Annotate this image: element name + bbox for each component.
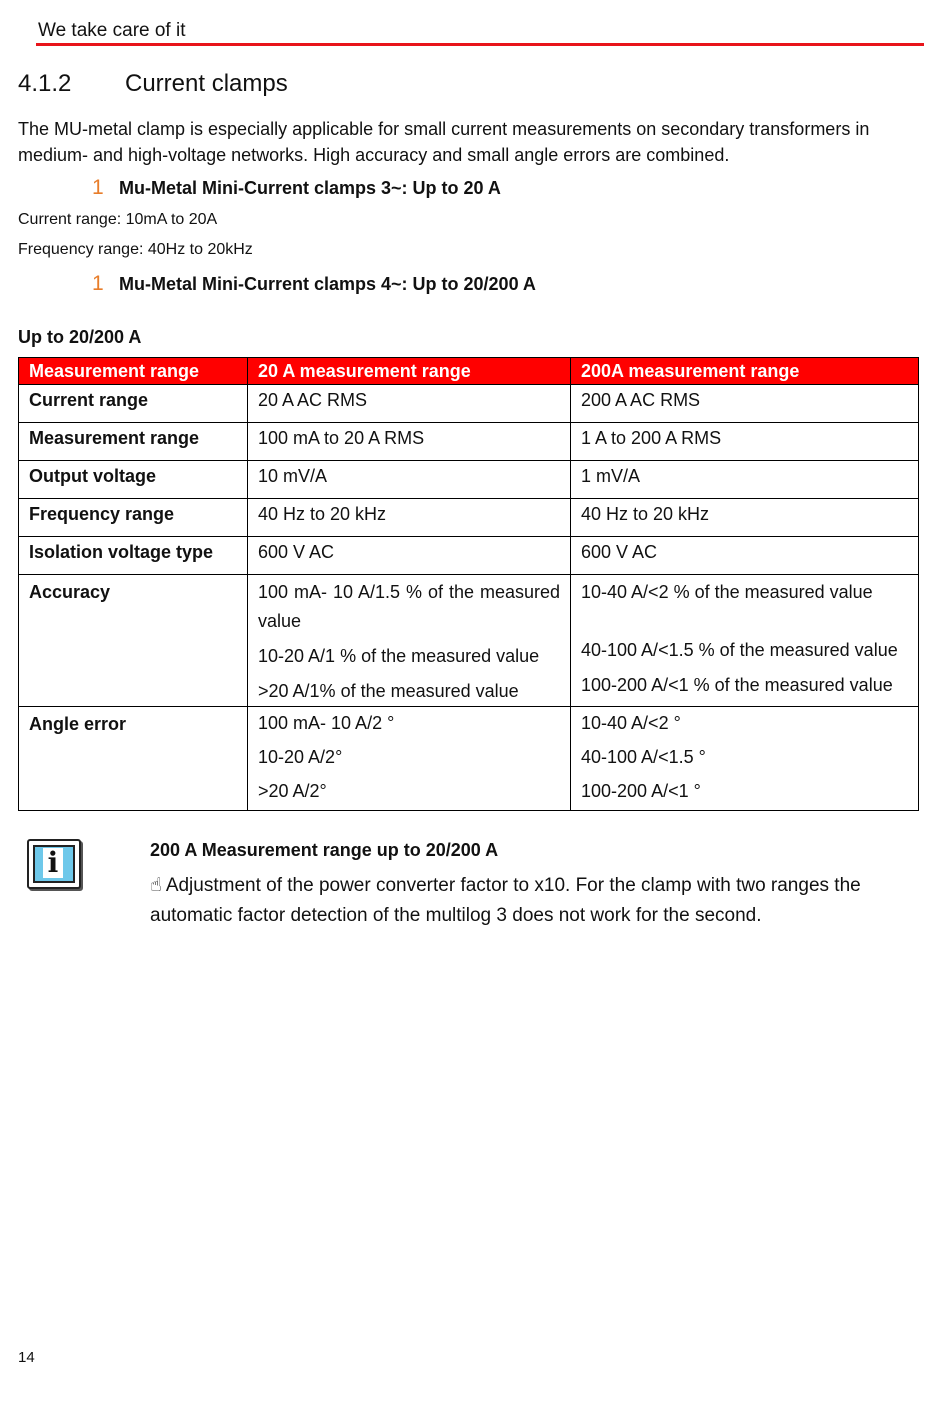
section-heading — [18, 70, 288, 98]
spec-current-range: Current range: 10mA to 20A — [18, 211, 218, 228]
info-icon: i — [27, 839, 81, 889]
cell-line: >20 A/1% of the measured value — [258, 681, 519, 701]
row-label: Current range — [19, 385, 248, 423]
table-header-cell: 20 A measurement range — [248, 358, 571, 385]
cell-line: 40-100 A/<1.5 ° — [581, 747, 706, 767]
intro-paragraph: The MU-metal clamp is especially applicable for small current measurements on secondary transformers in medium- and high-voltage networks. High accuracy and small angle errors are combined. — [18, 119, 870, 165]
table-cell — [571, 707, 919, 811]
table-cell: 40 Hz to 20 kHz — [248, 499, 571, 537]
table-row — [19, 575, 919, 707]
table-cell: 10 mV/A — [248, 461, 571, 499]
row-label: Measurement range — [19, 423, 248, 461]
cell-line: 10-40 A/<2 % of the measured value — [581, 582, 873, 602]
cell-line: 100 mA- 10 A/1.5 % of the measured value — [258, 582, 560, 631]
table-cell: 600 V AC — [248, 537, 571, 575]
table-header-row — [19, 358, 919, 385]
row-label-text: Accuracy — [29, 582, 111, 602]
bullet-item — [92, 176, 501, 200]
cell-line: 10-20 A/2° — [258, 747, 343, 767]
table-cell: 20 A AC RMS — [248, 385, 571, 423]
cell-line: 100-200 A/<1 % of the measured value — [581, 675, 893, 695]
table-cell — [248, 707, 571, 811]
table-cell: 1 A to 200 A RMS — [571, 423, 919, 461]
header-text: We take care of it — [38, 20, 186, 41]
table-row — [19, 385, 919, 423]
table-cell: 1 mV/A — [571, 461, 919, 499]
cell-line: >20 A/2° — [258, 781, 327, 801]
cell-line: 100 mA- 10 A/2 ° — [258, 713, 395, 733]
note-body — [150, 871, 910, 931]
section-number: 4.1.2 — [18, 70, 72, 97]
section-title: Current clamps — [125, 70, 288, 97]
cell-line: 40-100 A/<1.5 % of the measured value — [581, 640, 898, 660]
bullet-text: Mu-Metal Mini-Current clamps 4~: Up to 20/200 A — [119, 273, 536, 294]
table-row — [19, 537, 919, 575]
note-title: 200 A Measurement range up to 20/200 A — [150, 840, 499, 860]
row-label: Output voltage — [19, 461, 248, 499]
cell-line: 10-20 A/1 % of the measured value — [258, 646, 540, 666]
table-header-cell: 200A measurement range — [571, 358, 919, 385]
hand-pointer-icon: ☝ — [150, 875, 162, 896]
row-label — [19, 707, 248, 811]
table-cell: 40 Hz to 20 kHz — [571, 499, 919, 537]
table-row — [19, 461, 919, 499]
cell-line: 10-40 A/<2 ° — [581, 713, 681, 733]
row-label: Isolation voltage type — [19, 537, 248, 575]
table-cell — [248, 575, 571, 707]
table-header-cell: Measurement range — [19, 358, 248, 385]
table-cell — [571, 575, 919, 707]
bullet-item — [92, 272, 536, 296]
table-cell: 100 mA to 20 A RMS — [248, 423, 571, 461]
spec-frequency-range: Frequency range: 40Hz to 20kHz — [18, 241, 253, 258]
table-caption: Up to 20/200 A — [18, 327, 142, 347]
page-number: 14 — [18, 1349, 35, 1366]
table-row — [19, 499, 919, 537]
bullet-marker: 1 — [92, 176, 104, 199]
row-label-text: Angle error — [29, 714, 127, 734]
table-cell: 600 V AC — [571, 537, 919, 575]
bullet-marker: 1 — [92, 272, 104, 295]
row-label: Frequency range — [19, 499, 248, 537]
table-cell: 200 A AC RMS — [571, 385, 919, 423]
note-text: Adjustment of the power converter factor to x10. For the clamp with two ranges the automatic factor detection of the multilog 3 does not work for the second. — [150, 875, 861, 926]
cell-line: 100-200 A/<1 ° — [581, 781, 701, 801]
table-row — [19, 423, 919, 461]
row-label — [19, 575, 248, 707]
specification-table — [18, 357, 919, 811]
table-row — [19, 707, 919, 811]
header-rule — [36, 43, 924, 46]
bullet-text: Mu-Metal Mini-Current clamps 3~: Up to 20 A — [119, 177, 501, 198]
